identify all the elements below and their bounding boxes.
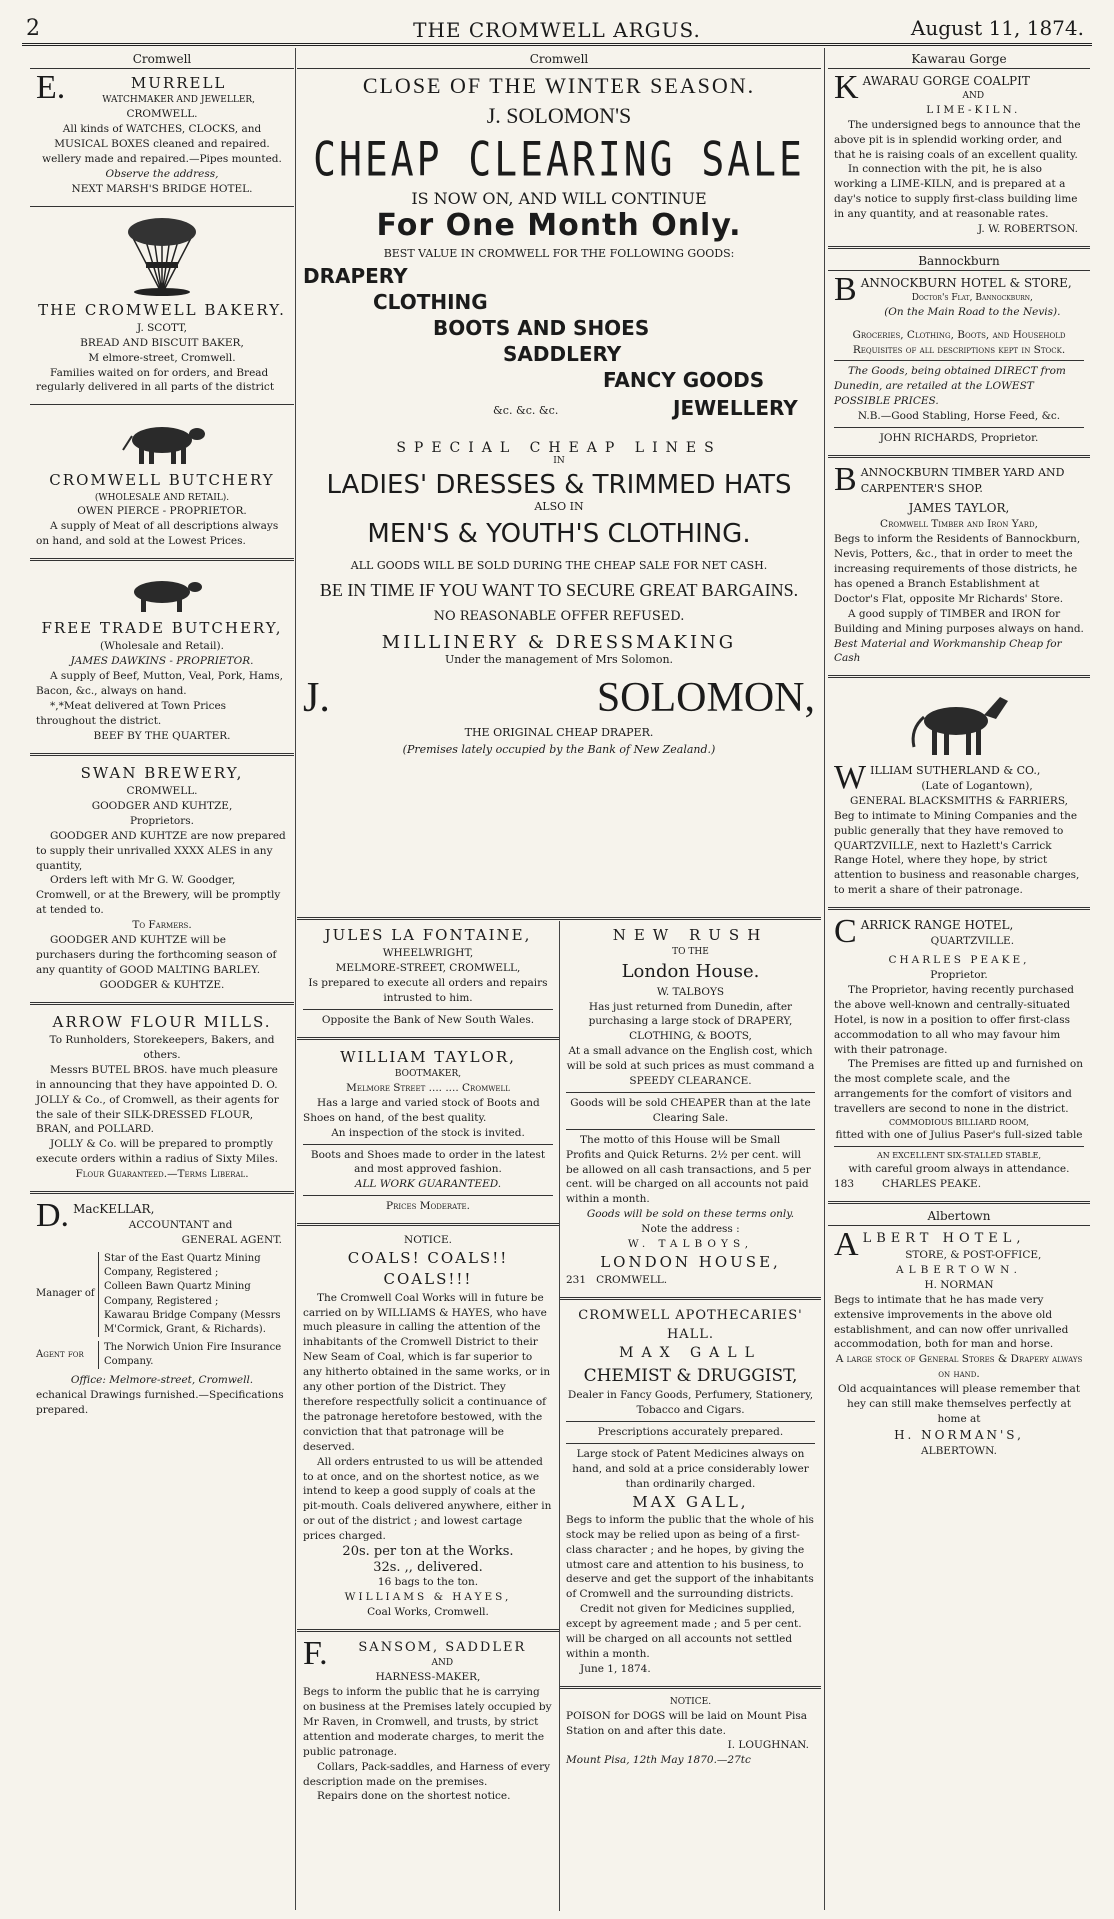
ad-subheading: CHEMIST & DRUGGIST, [583, 1366, 798, 1386]
price-line: 20s. per ton at the Works. [342, 1544, 514, 1560]
ad-subheading: MILLINERY & DRESSMAKING [381, 632, 737, 653]
list-item: JEWELLERY [673, 396, 798, 420]
list-item: FANCY GOODS [603, 368, 765, 392]
ad-subheading: WATCHMAKER AND JEWELLER, [102, 95, 256, 106]
manager-of-list [36, 1252, 288, 1337]
list-item: CLOTHING [373, 290, 488, 314]
ad-subheading: CHARLES PEAKE, [888, 954, 1030, 967]
carrick-range-ad [828, 913, 1090, 1197]
ad-subheading: COMMODIOUS BILLIARD ROOM, [889, 1118, 1029, 1128]
ad-body: Is prepared to execute all orders and repairs intrusted to him. [308, 977, 548, 1005]
ad-body: Opposite the Bank of New South Wales. [321, 1013, 535, 1026]
ad-body: Large stock of Patent Medicines always on hand, and sold at a price considerably lower than ordinarily charged. [572, 1447, 809, 1490]
bakery-ad [30, 210, 294, 402]
coal-works-ad [297, 1229, 559, 1626]
ad-body: An inspection of the stock is invited. [331, 1126, 525, 1139]
ad-body: The Premises are fitted up and furnished on the most complete scale, and the arrangements for the comfort of visitors and travellers are second to none in the district. [834, 1058, 1084, 1116]
ad-body: Begs to inform the Residents of Bannockburn, Nevis, Potters, &c., that in order to meet the increasing requirements of those districts, he has opened a Branch Establishment at Doctor's Flat, opposite Mr Richards' Store. [834, 533, 1081, 605]
ad-body: Under the management of Mrs Solomon. [444, 653, 674, 666]
ad-body: BEST VALUE IN CROMWELL FOR THE FOLLOWING GOODS: [383, 247, 735, 260]
new-rush-ad [560, 921, 821, 1294]
ad-subheading: LONDON HOUSE, [600, 1253, 781, 1272]
cow-icon [117, 572, 207, 614]
ad-subheading: BOOTMAKER, [394, 1069, 462, 1080]
ad-body: Begs to inform the public that he is carrying on business at the Premises lately occupied by Mr Raven, in Cromwell, and trusts, by strict attention and moderate charges, to merit the public patronage. [303, 1686, 552, 1758]
ad-body: The Goods, being obtained DIRECT from Dunedin, are retailed at the LOWEST POSSIBLE PRICES. [834, 365, 1066, 408]
ad-body: Old acquaintances will please remember that hey can still make themselves perfectly at home at [837, 1383, 1081, 1425]
ad-body: IN [553, 456, 565, 466]
ad-heading: WILLIAM TAYLOR, [340, 1047, 516, 1066]
ad-heading: JULES LA FONTAINE, [324, 926, 532, 944]
kawarau-ad [828, 69, 1090, 243]
ad-body: with careful groom always in attendance. [848, 1162, 1070, 1175]
ad-body: wellery made and repaired.—Pipes mounted. [42, 152, 282, 165]
ad-place-date: Mount Pisa, 12th May 1870.—27tc [566, 1754, 751, 1767]
ad-subheading: (On the Main Road to the Nevis). [884, 305, 1061, 318]
goods-list [303, 264, 815, 434]
column-divider [824, 48, 825, 1910]
ad-heading: ILLIAM SUTHERLAND & CO., [870, 764, 1041, 778]
ad-subheading: Cromwell Timber and Iron Yard, [880, 518, 1038, 531]
ad-signature: CHARLES PEAKE. [882, 1177, 982, 1190]
ad-subheading: JAMES TAYLOR, [908, 501, 1010, 516]
ad-subheading: ACCOUNTANT and [128, 1219, 233, 1232]
ad-number: 231 [566, 1274, 587, 1287]
ad-headline: For One Month Only. [376, 208, 742, 243]
ad-heading: MURRELL [130, 74, 227, 92]
place-heading: Albertown [828, 1207, 1090, 1226]
ad-body: The motto of this House will be Small Profits and Quick Returns. 2½ per cent. will be allowed on all cash transactions, and 5 per cent. will be charged on all accounts not paid within a month. [566, 1133, 811, 1206]
ad-signature: J. W. ROBERTSON. [978, 223, 1078, 236]
ad-date: June 1, 1874. [580, 1662, 651, 1675]
murrell-ad [30, 69, 294, 203]
ad-body: GOODGER AND KUHTZE will be purchasers during the forthcoming season of any quantity of GOOD MALTING BARLEY. [36, 934, 277, 976]
ad-signature: H. NORMAN'S, [894, 1427, 1024, 1442]
ad-body: Orders left with Mr G. W. Goodger, Cromwell, or at the Brewery, will be promptly at tended to. [36, 874, 281, 917]
price-line: 16 bags to the ton. [377, 1576, 479, 1589]
issue-date: August 11, 1874. [910, 16, 1084, 40]
ad-address: MELMORE-STREET, CROMWELL, [335, 962, 521, 975]
drop-initial: A [834, 1225, 859, 1263]
list-item: SADDLERY [503, 342, 622, 366]
arrow-flour-mills-ad [30, 1008, 294, 1188]
ad-subheading: QUARTZVILLE. [930, 935, 1015, 948]
ad-heading: SWAN BREWERY, [80, 763, 244, 782]
price-line: 32s. ,, delivered. [373, 1559, 483, 1575]
ad-headline: CHEAP CLEARING SALE [313, 131, 805, 187]
list-etc: &c. &c. &c. [493, 404, 559, 417]
butchery-ad [30, 408, 294, 555]
drop-initial: C [834, 913, 857, 951]
ad-body: The Proprietor, having recently purchased the above well-known and centrally-situated Hotel, is now in a position to offer first-class accommodation to all who may favour him with their patronage. [834, 983, 1074, 1056]
ad-body: Has a large and varied stock of Boots and Shoes on hand, of the best quality. [303, 1096, 540, 1124]
ad-body: Collars, Pack-saddles, and Harness of every description made on the premises. [303, 1760, 551, 1788]
ad-subheading: BREAD AND BISCUIT BAKER, [80, 336, 244, 349]
ad-address-label: Observe the address, [105, 167, 219, 180]
ad-signature: JOHN RICHARDS, Proprietor. [879, 432, 1039, 445]
ad-headline: LADIES' DRESSES & TRIMMED HATS [326, 470, 792, 500]
ad-notice: NOTICE. [669, 1696, 712, 1707]
ad-body: N.B.—Good Stabling, Horse Feed, &c. [857, 410, 1061, 423]
ad-subheading: TO THE [672, 947, 709, 958]
drop-initial: F. [303, 1634, 328, 1672]
albert-hotel-ad [828, 1226, 1090, 1465]
place-heading: Bannockburn [828, 252, 1090, 271]
column-center-right [560, 921, 821, 1911]
cow-icon [117, 416, 207, 466]
ad-signature: W. TALBOYS, [627, 1238, 754, 1251]
column-left [30, 50, 294, 1912]
ad-subheading: AN EXCELLENT SIX-STALLED STABLE, [876, 1151, 1042, 1161]
ad-subheading: CROMWELL. [126, 785, 198, 798]
ad-heading: MacKELLAR, [73, 1202, 155, 1217]
ad-body: Repairs done on the shortest notice. [317, 1790, 511, 1803]
ad-heading: AWARAU GORGE COALPIT [862, 74, 1030, 88]
swan-brewery-ad [30, 759, 294, 999]
ad-subheading: STORE, & POST-OFFICE, [905, 1248, 1042, 1261]
ad-tagline: Best Material and Workmanship Cheap for Cash [834, 637, 1062, 665]
ad-address: M elmore-street, Cromwell. [88, 351, 236, 364]
ad-heading: CLOSE OF THE WINTER SEASON. [362, 73, 756, 98]
ad-heading: ANNOCKBURN HOTEL & STORE, [860, 275, 1072, 290]
ad-headline: J. SOLOMON, [303, 675, 815, 721]
ad-subheading: THE ORIGINAL CHEAP DRAPER. [464, 726, 654, 739]
mackellar-ad [30, 1197, 294, 1424]
ad-town: CROMWELL. [596, 1274, 668, 1287]
list-label: Manager of [36, 1288, 95, 1300]
ad-notice: NOTICE. [404, 1234, 452, 1247]
ad-body: Beg to intimate to Mining Companies and the public generally that they have removed to QUARTZVILLE, next to Hazlett's Carrick Range Hotel, where they hope, by strict attention to business and reasonable charges, to merit a share of their patronage. [834, 809, 1080, 897]
ad-subheading: London House. [621, 961, 760, 983]
ad-signature: I. LOUGHNAN. [727, 1739, 809, 1752]
ad-subheading: WHEELWRIGHT, [382, 947, 474, 960]
ad-subheading: (Late of Logantown), [921, 779, 1033, 792]
ad-headline: MEN'S & YOUTH'S CLOTHING. [367, 519, 751, 549]
ad-body: Begs to inform the public that the whole of his stock may be relied upon as being of a first-class character ; and he hopes, by giving the utmost care and attention to his business, to deserve and get the support of the inhabitants of Cromwell and the surrounding districts. [566, 1513, 814, 1601]
ad-body: Credit not given for Medicines supplied, except by agreement made ; and 5 per cent. will be charged on all accounts not settled within a month. [566, 1603, 802, 1661]
ad-body: echanical Drawings furnished.—Specifications prepared. [36, 1389, 284, 1417]
list-item: BOOTS AND SHOES [433, 316, 650, 340]
ad-body: All kinds of WATCHES, CLOCKS, and MUSICAL BOXES cleaned and repaired. [54, 122, 270, 150]
ad-subheading: (WHOLESALE AND RETAIL). [94, 492, 230, 503]
ad-heading: CROMWELL APOTHECARIES' HALL. [578, 1308, 803, 1342]
ad-subheading: To Runholders, Storekeepers, Bakers, and others. [49, 1034, 275, 1061]
ad-owner: H. NORMAN [924, 1278, 994, 1291]
ad-body: A large stock of General Stores & Drapery always on hand. [835, 1353, 1083, 1381]
ad-address [566, 1273, 815, 1288]
column-right [828, 50, 1090, 1912]
agent-for-list [36, 1341, 288, 1369]
ad-address: NEXT MARSH'S BRIDGE HOTEL. [71, 182, 253, 195]
list-label: Agent for [36, 1349, 84, 1361]
ad-body: Has just returned from Dunedin, after purchasing a large stock of DRAPERY, CLOTHING, & BOOTS, [588, 1000, 793, 1043]
ad-body: Boots and Shoes made to order in the latest and most approved fashion. [310, 1148, 546, 1176]
ad-subheading: To Farmers. [132, 919, 192, 932]
horse-icon [904, 689, 1014, 759]
ad-owner: W. TALBOYS [656, 985, 725, 998]
ad-subheading: CROMWELL. [126, 108, 198, 121]
ad-terms: Flour Guaranteed.—Terms Liberal. [75, 1168, 249, 1181]
ad-heading: THE CROMWELL BAKERY. [38, 300, 286, 319]
list-item: Star of the East Quartz Mining Company, Registered ; [104, 1252, 261, 1279]
ad-role: Proprietor. [930, 969, 988, 982]
ad-subheading: SPECIAL CHEAP LINES [396, 440, 722, 456]
ad-subheading: MAX GALL, [632, 1492, 749, 1511]
ad-body: All orders entrusted to us will be attended to at once, and on the shortest notice, as we intend to keep a good supply of coals at the pit-mouth. Coals delivered anywhere, either in or out of the district ; and lowest cartage prices charged. [303, 1455, 552, 1543]
drop-initial: K [834, 69, 859, 106]
ad-subheading: (Wholesale and Retail). [100, 640, 224, 653]
list-item: Kawarau Bridge Company (Messrs M'Cormick, Grant, & Richards). [104, 1309, 281, 1335]
ad-body: ALL WORK GUARANTEED. [354, 1178, 502, 1191]
ad-proprietor: JAMES DAWKINS - PROPRIETOR. [70, 655, 254, 668]
ad-town: ALBERTOWN. [921, 1444, 997, 1457]
ad-body: Prescriptions accurately prepared. [597, 1425, 784, 1438]
ad-body: Families waited on for orders, and Bread regularly delivered in all parts of the district [36, 366, 275, 394]
ad-role: Proprietors. [129, 814, 194, 827]
ad-subheading: IS NOW ON, AND WILL CONTINUE [411, 189, 707, 208]
ad-heading: ARRICK RANGE HOTEL, [860, 918, 1014, 933]
ad-body: fitted with one of Julius Paser's full-sized table [835, 1129, 1083, 1142]
ad-heading: SANSOM, SADDLER [358, 1639, 527, 1655]
column-divider [295, 48, 296, 1910]
column-center-left [297, 921, 559, 1911]
ad-subheading: AND [431, 1658, 454, 1669]
drop-initial: B [834, 461, 857, 498]
sansom-ad [297, 1635, 559, 1810]
ad-heading: ANNOCKBURN TIMBER YARD AND CARPENTER'S SHOP. [860, 466, 1065, 495]
ad-body: Groceries, Clothing, Boots, and Household Requisites of all descriptions kept in Stock. [852, 328, 1066, 356]
ad-subheading: J. SCOTT, [137, 321, 187, 334]
ad-headline: BE IN TIME IF YOU WANT TO SECURE GREAT BARGAINS. [319, 580, 799, 600]
ad-body: Dealer in Fancy Goods, Perfumery, Stationery, Tobacco and Cigars. [567, 1389, 814, 1417]
ad-signature: GOODGER & KUHTZE. [99, 978, 225, 991]
list-item: The Norwich Union Fire Insurance Company. [98, 1341, 288, 1369]
wheat-sheaf-icon [102, 218, 222, 296]
ad-body: Begs to intimate that he has made very extensive improvements in the above old establishment, and can now offer unrivalled accommodation, both for man and horse. [834, 1293, 1069, 1351]
masthead [22, 10, 1092, 46]
ad-heading: CROMWELL BUTCHERY [49, 471, 275, 490]
ad-body: A supply of Beef, Mutton, Veal, Pork, Hams, Bacon, &c., always on hand. [36, 670, 283, 698]
free-trade-butchery-ad [30, 564, 294, 750]
ad-subheading: LIME-KILN. [926, 103, 1021, 116]
ad-heading: ARROW FLOUR MILLS. [52, 1012, 272, 1031]
ad-body: *,*Meat delivered at Town Prices throughout the district. [36, 700, 227, 727]
drop-initial: W [834, 759, 867, 797]
ad-body: Note the address : [641, 1223, 740, 1236]
ad-subheading: ALBERTOWN. [896, 1263, 1022, 1276]
ad-body: ALL GOODS WILL BE SOLD DURING THE CHEAP SALE FOR NET CASH. [350, 559, 768, 572]
ad-body: A supply of Meat of all descriptions always on hand, and sold at the Lowest Prices. [36, 520, 279, 548]
ad-subheading: NO REASONABLE OFFER REFUSED. [433, 609, 685, 624]
ad-body: Goods will be sold CHEAPER than at the late Clearing Sale. [570, 1096, 811, 1124]
poison-notice [560, 1692, 821, 1774]
bannockburn-hotel-ad [828, 271, 1090, 452]
solomon-ad [297, 69, 821, 764]
ad-body: POISON for DOGS will be laid on Mount Pisa Station on and after this date. [566, 1709, 808, 1737]
sutherland-ad [828, 681, 1090, 904]
ad-subheading: MAX GALL [619, 1345, 762, 1362]
ad-subheading: Doctor's Flat, Bannockburn, [911, 292, 1033, 303]
ad-subheading: J. SOLOMON'S [486, 103, 632, 128]
newspaper-title: THE CROMWELL ARGUS. [413, 18, 701, 42]
list-item: Colleen Bawn Quartz Mining Company, Registered ; [104, 1281, 251, 1307]
ad-body: Messrs BUTEL BROS. have much pleasure in announcing that they have appointed D. O. JOLLY & Co., of Cromwell, as their agents for the sale of their SILK-DRESSED FLOUR, BRAN, and POLLARD. [36, 1063, 279, 1136]
place-heading: Cromwell [30, 50, 294, 69]
ad-heading: NEW RUSH [612, 926, 769, 944]
ad-address: Office: Melmore-street, Cromwell. [70, 1374, 254, 1387]
ad-subheading: GENERAL AGENT. [181, 1234, 282, 1247]
ad-body: A good supply of TIMBER and IRON for Building and Mining purposes always on hand. [834, 607, 1084, 635]
ad-heading: COALS! COALS!! COALS!!! [347, 1249, 509, 1289]
ad-number: 183 [834, 1177, 855, 1190]
ad-body: The Cromwell Coal Works will in future be carried on by WILLIAMS & HAYES, who have much pleasure in calling the attention of the inhabitants of the Cromwell District to their New Seam of Coal, which is far superior to any hitherto obtained in the same works, or in any other portion of the District. They therefore respectfully solicit a continuance of the patronage heretofore bestowed, with the conviction that that patronage will be deserved. [303, 1291, 551, 1453]
ad-signature: WILLIAMS & HAYES, [344, 1591, 512, 1604]
page-number: 2 [26, 16, 40, 41]
ad-subheading: GENERAL BLACKSMITHS & FARRIERS, [850, 794, 1068, 807]
taylor-bootmaker-ad [297, 1043, 559, 1220]
ad-body: At a small advance on the English cost, which will be sold at such prices as must command a SPEEDY CLEARANCE. [566, 1045, 815, 1088]
drop-initial: B [834, 270, 857, 308]
ad-subheading: HARNESS-MAKER, [375, 1671, 481, 1684]
ad-body: In connection with the pit, he is also working a LIME-KILN, and is prepared at a day's notice to supply first-class building lime in any quantity, and at reasonable rates. [834, 163, 1078, 221]
ad-address: (Premises lately occupied by the Bank of New Zealand.) [402, 743, 716, 756]
ad-body: Prices Moderate. [386, 1200, 470, 1213]
ad-proprietor: OWEN PIERCE - PROPRIETOR. [77, 505, 247, 518]
ad-body: BEEF BY THE QUARTER. [93, 729, 231, 742]
ad-body: JOLLY & Co. will be prepared to promptly execute orders within a radius of Sixty Miles. [36, 1138, 278, 1166]
ad-heading: FREE TRADE BUTCHERY, [41, 619, 283, 638]
ad-subheading: AND [962, 91, 985, 102]
section-divider [297, 917, 821, 920]
drop-initial: E. [36, 69, 66, 106]
place-heading: Cromwell [297, 50, 821, 69]
ad-owners: GOODGER AND KUHTZE, [91, 799, 233, 812]
ad-body: Goods will be sold on these terms only. [586, 1208, 795, 1221]
ad-address: Coal Works, Cromwell. [367, 1606, 489, 1619]
apothecaries-ad [560, 1303, 821, 1683]
ad-body: The undersigned begs to announce that the above pit is in splendid working order, and that he is raising coals of an excellent quality. [834, 118, 1081, 161]
drop-initial: D. [36, 1197, 70, 1235]
ad-body: GOODGER AND KUHTZE are now prepared to supply their unrivalled XXXX ALES in any quantity, [36, 829, 286, 872]
ad-address: Melmore Street .... .... Cromwell [346, 1081, 510, 1094]
ad-heading: LBERT HOTEL, [862, 1230, 1026, 1246]
list-item: DRAPERY [303, 264, 408, 288]
timber-yard-ad [828, 461, 1090, 672]
ad-body: ALSO IN [534, 500, 584, 513]
lafontaine-ad [297, 921, 559, 1034]
place-heading: Kawarau Gorge [828, 50, 1090, 69]
